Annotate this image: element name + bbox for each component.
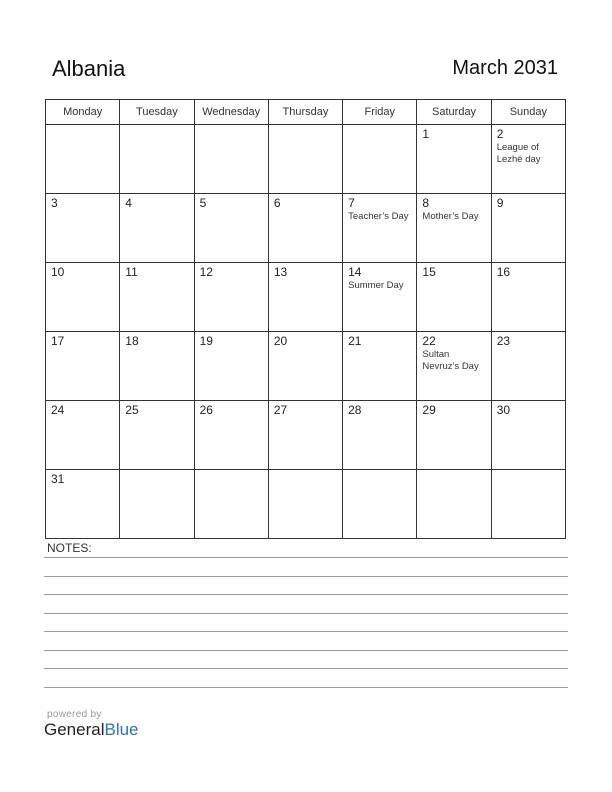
day-number: 20 [273,334,288,348]
calendar-day-cell [343,401,417,470]
day-number: 16 [496,265,511,279]
day-number: 26 [199,403,213,417]
calendar-day-cell [417,401,491,470]
notes-label: NOTES: [47,541,92,555]
calendar-day-cell [194,401,268,470]
notes-line [44,650,568,651]
day-number: 10 [51,265,65,279]
calendar-day-cell [417,194,491,263]
day-number: 5 [199,196,207,210]
calendar-week-row [46,470,566,539]
calendar-day-cell [46,332,120,401]
notes-line [44,576,568,577]
day-number: 4 [125,196,132,210]
calendar-day-cell [194,194,268,263]
day-number: 11 [125,265,138,279]
notes-line [44,594,568,595]
calendar-day-cell [343,470,417,539]
day-number: 25 [125,403,139,417]
calendar-day-cell [417,125,491,194]
calendar-day-cell [268,263,342,332]
calendar-country-title: Albania [52,56,126,81]
brand-name-blue: Blue [104,720,139,739]
calendar-day-cell [46,470,120,539]
calendar-day-cell [46,263,120,332]
brand-logo [44,720,139,740]
day-number: 7 [348,196,355,210]
calendar-day-cell [120,401,194,470]
holiday-label: Sultan Nevruz’s Day [422,349,479,372]
calendar-week-row [46,194,566,263]
calendar-day-cell [268,125,342,194]
holiday-label: League of Lezhë day [496,142,541,165]
weekday-header: Friday [343,100,417,125]
calendar-day-cell [46,125,120,194]
calendar-day-cell [268,194,342,263]
notes-line [44,613,568,614]
calendar-day-cell [120,263,194,332]
weekday-header: Wednesday [194,100,268,125]
day-number: 17 [51,334,65,348]
calendar-day-cell [120,125,194,194]
calendar-day-cell [268,332,342,401]
day-number: 15 [422,265,436,279]
day-number: 14 [348,265,362,279]
calendar-week-row [46,332,566,401]
brand-name-general: General [44,720,105,739]
notes-line [44,687,568,688]
calendar-week-row [46,401,566,470]
day-number: 19 [199,334,213,348]
notes-line [44,557,568,558]
day-number: 8 [422,196,430,210]
day-number: 2 [496,127,504,141]
day-number: 18 [125,334,139,348]
notes-line [44,631,568,632]
calendar-day-cell [120,332,194,401]
calendar-day-cell [194,332,268,401]
weekday-header: Sunday [491,100,565,125]
calendar-day-cell [491,470,565,539]
day-number: 30 [496,403,511,417]
day-number: 6 [273,196,281,210]
calendar-day-cell [491,125,565,194]
calendar-day-cell [268,401,342,470]
notes-line [44,668,568,669]
calendar-week-row [46,125,566,194]
weekday-header: Thursday [268,100,342,125]
day-number: 1 [422,127,430,141]
calendar-day-cell [343,194,417,263]
calendar-day-cell [417,263,491,332]
day-number: 29 [422,403,436,417]
holiday-label: Summer Day [348,280,404,291]
calendar-day-cell [343,263,417,332]
calendar-week-row [46,263,566,332]
weekday-header: Tuesday [120,100,194,125]
day-number: 12 [199,265,213,279]
day-number: 28 [348,403,362,417]
day-number: 24 [51,403,65,417]
calendar-day-cell [491,332,565,401]
calendar-day-cell [194,263,268,332]
weekday-header: Saturday [417,100,491,125]
calendar-day-cell [343,332,417,401]
weekday-header: Monday [46,100,120,125]
powered-by-text: powered by [47,709,102,720]
calendar-day-cell [120,470,194,539]
calendar-day-cell [194,125,268,194]
calendar-day-cell [194,470,268,539]
calendar-day-cell [417,470,491,539]
calendar-day-cell [46,401,120,470]
calendar-body [46,125,566,539]
day-number: 9 [496,196,504,210]
calendar-day-cell [417,332,491,401]
day-number: 3 [51,196,58,210]
holiday-label: Mother’s Day [422,211,479,222]
calendar-day-cell [343,125,417,194]
calendar-grid [45,99,566,539]
calendar-month-title: March 2031 [452,57,558,79]
calendar-day-cell [46,194,120,263]
calendar-day-cell [268,470,342,539]
day-number: 27 [273,403,288,417]
holiday-label: Teacher’s Day [348,211,409,222]
calendar-day-cell [491,263,565,332]
day-number: 31 [51,472,65,486]
calendar-day-cell [491,401,565,470]
day-number: 22 [422,334,436,348]
weekday-header-row [46,100,566,125]
day-number: 23 [496,334,511,348]
day-number: 13 [273,265,288,279]
calendar-day-cell [491,194,565,263]
calendar-day-cell [120,194,194,263]
day-number: 21 [348,334,362,348]
